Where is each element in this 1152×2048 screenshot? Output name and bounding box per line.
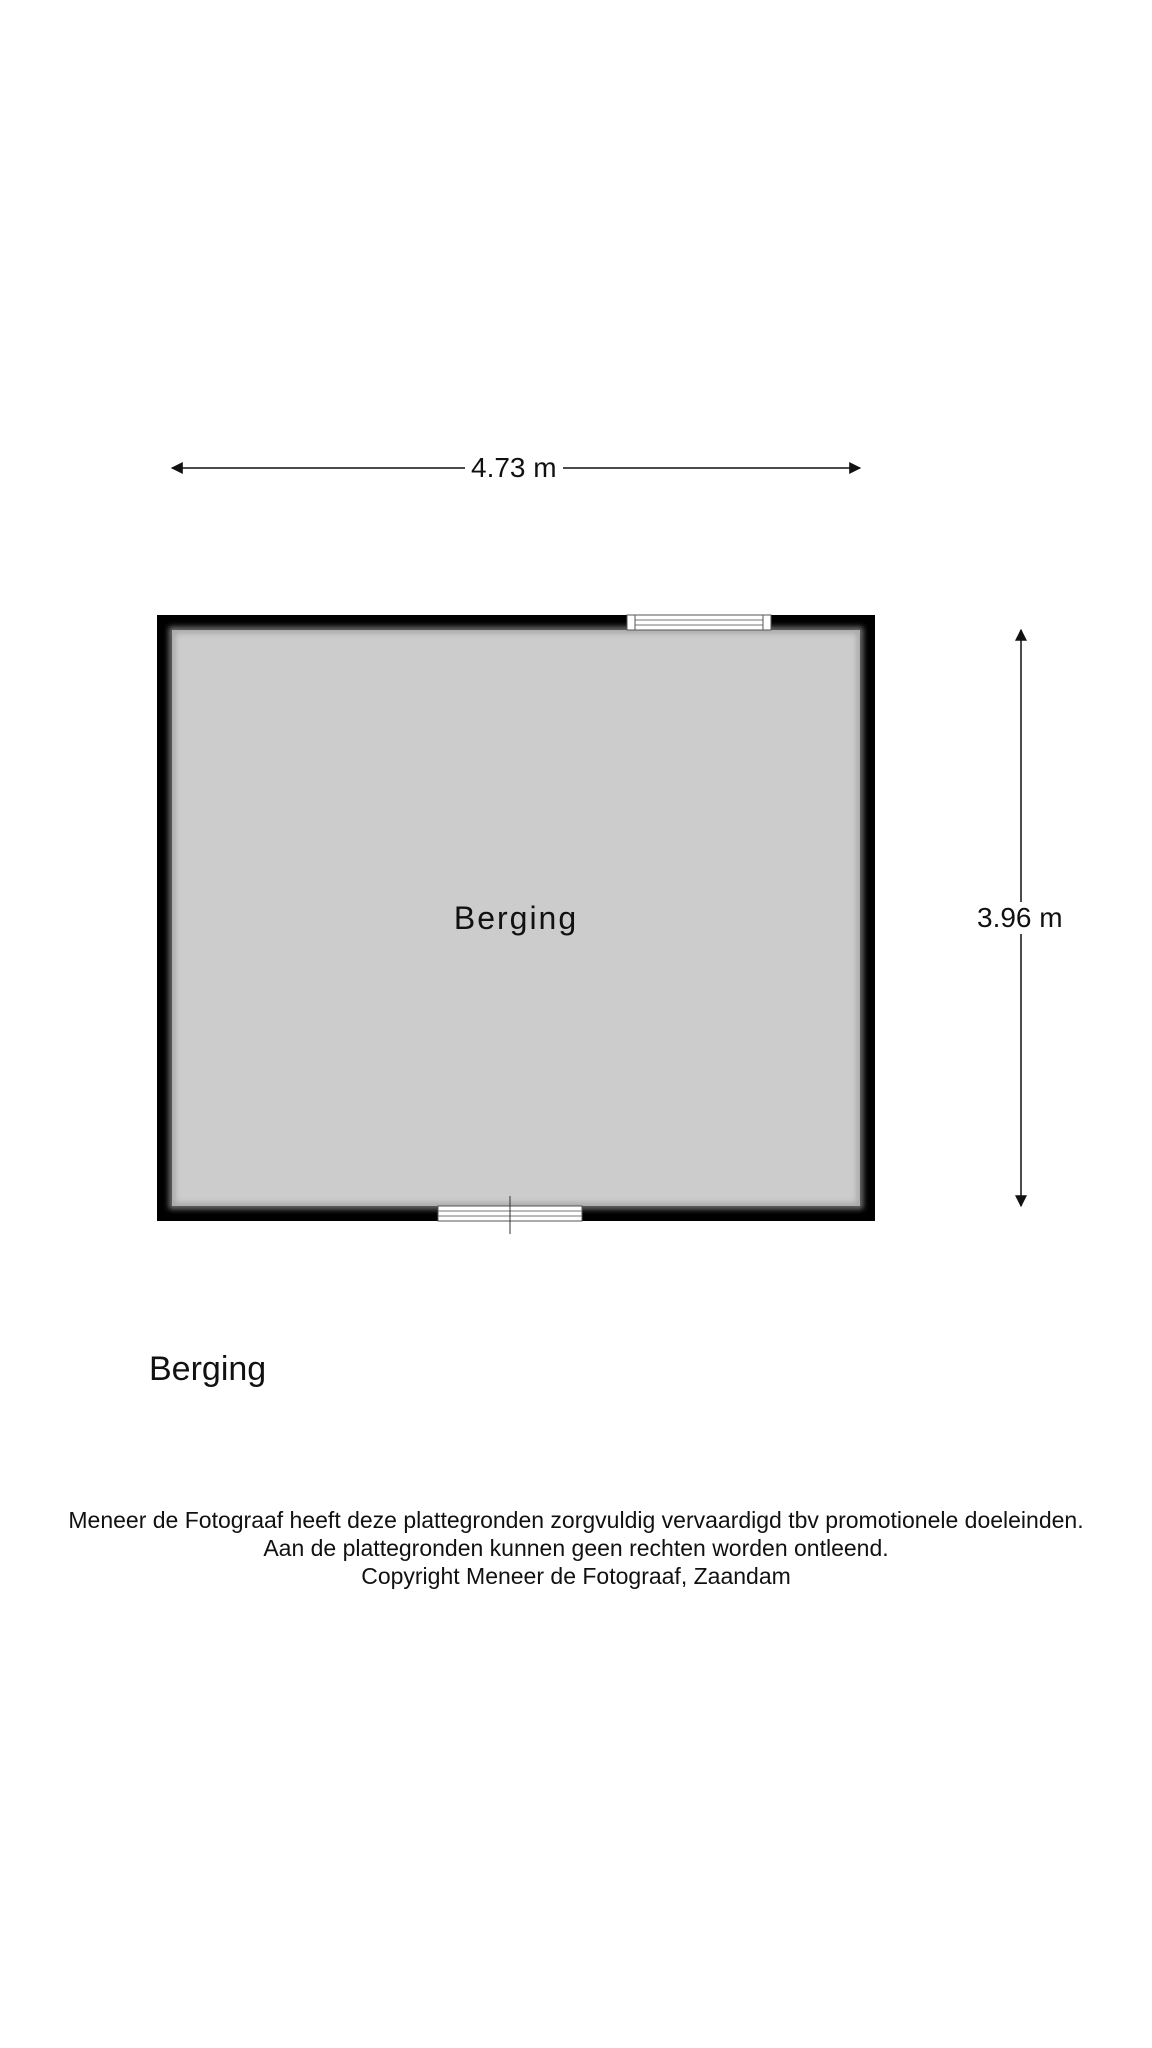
disclaimer-line-3: Copyright Meneer de Fotograaf, Zaandam [361,1563,791,1589]
floor-title: Berging [149,1350,267,1388]
window-top [627,615,771,630]
room-name-label: Berging [453,900,579,936]
disclaimer-line-2: Aan de plattegronden kunnen geen rechten worden ontleend. [263,1535,889,1561]
disclaimer [0,1506,1152,1590]
disclaimer-line-1: Meneer de Fotograaf heeft deze plattegronden zorgvuldig vervaardigd tbv promotionele doeleinden. [68,1507,1084,1533]
width-dimension-label: 4.73 m [465,452,563,484]
height-dimension-label: 3.96 m [971,902,1069,934]
